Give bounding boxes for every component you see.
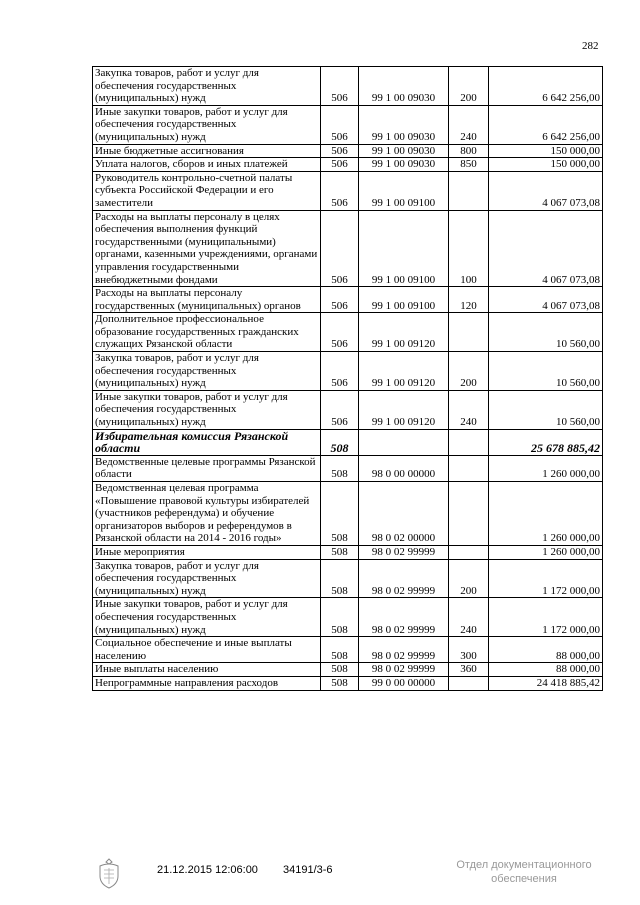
row-dept: 506 (321, 352, 359, 391)
row-dept: 508 (321, 676, 359, 690)
table-row (93, 105, 603, 144)
table-row (93, 676, 603, 690)
row-name: Расходы на выплаты персоналу в целях обеспечения выполнения функций государственными (муниципальными) органами, казенными учреждениями, органами управления государственными внебюджетными фондами (93, 210, 321, 287)
row-name: Иные закупки товаров, работ и услуг для обеспечения государственных (муниципальных) нужд (93, 598, 321, 637)
row-name: Расходы на выплаты персоналу государственных (муниципальных) органов (93, 287, 321, 313)
table-row (93, 287, 603, 313)
row-type (449, 482, 489, 546)
row-amount: 4 067 073,08 (489, 171, 603, 210)
table-row (93, 390, 603, 429)
row-type: 800 (449, 144, 489, 158)
page-number: 282 (582, 40, 599, 52)
row-amount: 4 067 073,08 (489, 287, 603, 313)
row-code: 99 1 00 09030 (359, 67, 449, 106)
row-amount: 6 642 256,00 (489, 105, 603, 144)
row-code: 98 0 02 99999 (359, 598, 449, 637)
row-name: Ведомственные целевые программы Рязанской области (93, 455, 321, 481)
row-type: 300 (449, 637, 489, 663)
table-row (93, 210, 603, 287)
row-type (449, 171, 489, 210)
row-dept: 508 (321, 455, 359, 481)
row-dept: 506 (321, 158, 359, 172)
footer-dept-line2: обеспечения (491, 873, 557, 885)
table-row (93, 313, 603, 352)
row-type: 120 (449, 287, 489, 313)
row-name: Иные закупки товаров, работ и услуг для обеспечения государственных (муниципальных) нужд (93, 390, 321, 429)
table-row (93, 637, 603, 663)
row-type (449, 545, 489, 559)
coat-of-arms-icon (96, 858, 122, 890)
row-code: 98 0 02 00000 (359, 482, 449, 546)
table-row (93, 598, 603, 637)
table-row (93, 352, 603, 391)
table-row (93, 663, 603, 677)
table-row (93, 171, 603, 210)
row-code: 99 1 00 09120 (359, 390, 449, 429)
row-code: 99 1 00 09030 (359, 158, 449, 172)
table-row (93, 144, 603, 158)
row-code: 98 0 02 99999 (359, 637, 449, 663)
row-amount: 6 642 256,00 (489, 67, 603, 106)
footer-dept-line1: Отдел документационного (456, 859, 592, 871)
row-amount: 1 260 000,00 (489, 482, 603, 546)
row-amount: 1 260 000,00 (489, 545, 603, 559)
row-name: Социальное обеспечение и иные выплаты населению (93, 637, 321, 663)
row-code (359, 429, 449, 455)
row-code: 99 1 00 09120 (359, 352, 449, 391)
row-type: 200 (449, 352, 489, 391)
row-amount: 88 000,00 (489, 637, 603, 663)
row-code: 99 0 00 00000 (359, 676, 449, 690)
row-code: 99 1 00 09100 (359, 287, 449, 313)
row-type (449, 429, 489, 455)
row-type: 240 (449, 598, 489, 637)
table-row (93, 455, 603, 481)
row-type (449, 676, 489, 690)
row-code: 98 0 02 99999 (359, 545, 449, 559)
row-amount: 24 418 885,42 (489, 676, 603, 690)
row-type: 850 (449, 158, 489, 172)
row-name: Ведомственная целевая программа «Повышение правовой культуры избирателей (участников референдума) и обучение организаторов выборов и референдумов в Рязанской области на 2014 - 2016 годы» (93, 482, 321, 546)
row-dept: 506 (321, 287, 359, 313)
row-name: Уплата налогов, сборов и иных платежей (93, 158, 321, 172)
row-amount: 4 067 073,08 (489, 210, 603, 287)
row-dept: 508 (321, 663, 359, 677)
row-type: 200 (449, 67, 489, 106)
row-amount: 10 560,00 (489, 352, 603, 391)
row-type: 240 (449, 105, 489, 144)
row-dept: 508 (321, 637, 359, 663)
table-row (93, 559, 603, 598)
row-name: Дополнительное профессиональное образование государственных гражданских служащих Рязанской области (93, 313, 321, 352)
row-dept: 506 (321, 210, 359, 287)
table-row (93, 545, 603, 559)
row-dept: 506 (321, 313, 359, 352)
row-type: 100 (449, 210, 489, 287)
row-dept: 508 (321, 598, 359, 637)
row-name: Избирательная комиссия Рязанской области (93, 429, 321, 455)
row-type: 360 (449, 663, 489, 677)
row-amount: 10 560,00 (489, 390, 603, 429)
table-row (93, 429, 603, 455)
row-dept: 508 (321, 559, 359, 598)
row-name: Закупка товаров, работ и услуг для обеспечения государственных (муниципальных) нужд (93, 559, 321, 598)
row-amount: 150 000,00 (489, 144, 603, 158)
row-name: Непрограммные направления расходов (93, 676, 321, 690)
row-dept: 506 (321, 144, 359, 158)
row-amount: 25 678 885,42 (489, 429, 603, 455)
row-amount: 88 000,00 (489, 663, 603, 677)
row-amount: 1 172 000,00 (489, 598, 603, 637)
row-code: 99 1 00 09100 (359, 171, 449, 210)
row-code: 99 1 00 09030 (359, 144, 449, 158)
row-name: Иные мероприятия (93, 545, 321, 559)
footer-department (444, 858, 604, 886)
row-name: Иные бюджетные ассигнования (93, 144, 321, 158)
row-type: 240 (449, 390, 489, 429)
table-row (93, 482, 603, 546)
row-name: Иные выплаты населению (93, 663, 321, 677)
row-name: Иные закупки товаров, работ и услуг для обеспечения государственных (муниципальных) нужд (93, 105, 321, 144)
footer (0, 858, 640, 898)
row-dept: 506 (321, 171, 359, 210)
row-dept: 508 (321, 545, 359, 559)
row-name: Руководитель контрольно-счетной палаты субъекта Российской Федерации и его заместители (93, 171, 321, 210)
row-amount: 1 260 000,00 (489, 455, 603, 481)
footer-doc-number: 34191/3-6 (283, 864, 333, 876)
row-code: 99 1 00 09030 (359, 105, 449, 144)
row-code: 99 1 00 09120 (359, 313, 449, 352)
row-dept: 506 (321, 105, 359, 144)
row-code: 99 1 00 09100 (359, 210, 449, 287)
table-row (93, 158, 603, 172)
row-type: 200 (449, 559, 489, 598)
budget-table (92, 66, 603, 691)
row-name: Закупка товаров, работ и услуг для обеспечения государственных (муниципальных) нужд (93, 67, 321, 106)
row-dept: 508 (321, 429, 359, 455)
row-code: 98 0 00 00000 (359, 455, 449, 481)
row-name: Закупка товаров, работ и услуг для обеспечения государственных (муниципальных) нужд (93, 352, 321, 391)
footer-datetime: 21.12.2015 12:06:00 (157, 864, 258, 876)
row-amount: 10 560,00 (489, 313, 603, 352)
row-code: 98 0 02 99999 (359, 559, 449, 598)
row-code: 98 0 02 99999 (359, 663, 449, 677)
row-dept: 508 (321, 482, 359, 546)
row-amount: 150 000,00 (489, 158, 603, 172)
row-dept: 506 (321, 67, 359, 106)
row-type (449, 313, 489, 352)
row-type (449, 455, 489, 481)
row-dept: 506 (321, 390, 359, 429)
row-amount: 1 172 000,00 (489, 559, 603, 598)
table-row (93, 67, 603, 106)
